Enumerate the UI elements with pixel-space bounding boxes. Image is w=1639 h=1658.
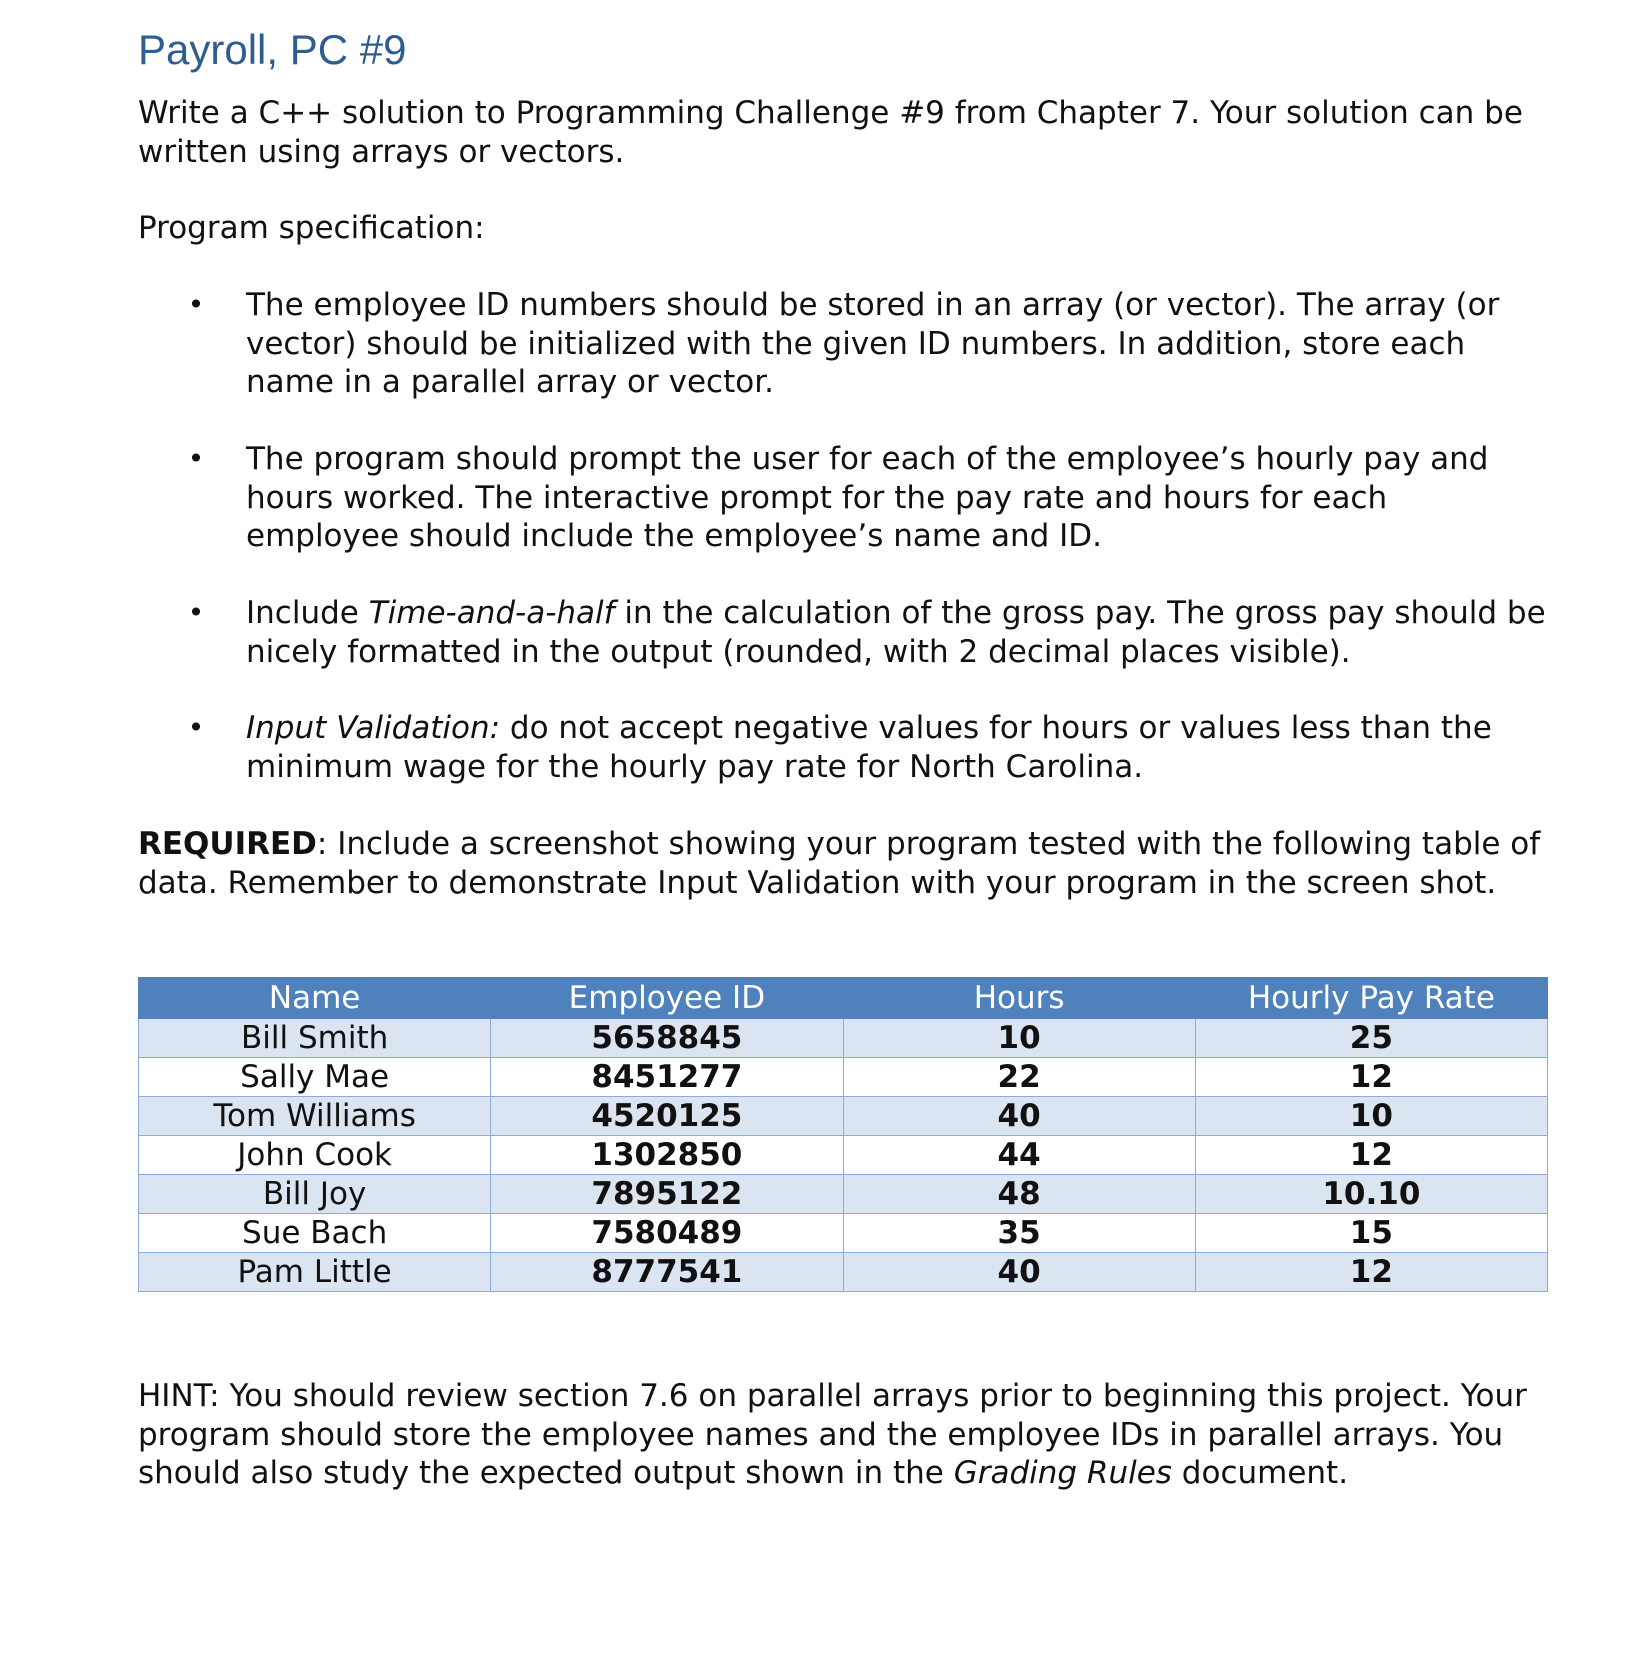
- bullet-text: The employee ID numbers should be stored in an array (or vector). The array (or vector) should be initialized with the given ID numbers. In addition, store each name in a parallel array or vector.: [246, 287, 1500, 400]
- cell-name: John Cook: [139, 1136, 491, 1175]
- cell-pay-rate: 12: [1195, 1253, 1547, 1292]
- cell-employee-id: 8777541: [491, 1253, 843, 1292]
- bullet-text-suffix: do not accept negative values for hours or values less than the minimum wage for the hourly pay rate for North Carolina.: [246, 710, 1492, 785]
- cell-employee-id: 8451277: [491, 1058, 843, 1097]
- cell-name: Sally Mae: [139, 1058, 491, 1097]
- required-label: REQUIRED: [138, 826, 317, 862]
- hint-text-suffix: document.: [1171, 1455, 1349, 1491]
- cell-hours: 22: [843, 1058, 1195, 1097]
- bullet-dot-icon: •: [187, 442, 205, 475]
- spec-heading: Program specification:: [138, 210, 485, 246]
- bullet-dot-icon: •: [187, 711, 205, 744]
- cell-pay-rate: 12: [1195, 1058, 1547, 1097]
- table-row: [139, 1058, 1548, 1097]
- bullet-text-italic: Input Validation:: [246, 710, 501, 746]
- bullet-dot-icon: •: [187, 288, 205, 321]
- cell-name: Bill Joy: [139, 1175, 491, 1214]
- test-data-table: [138, 977, 1548, 1292]
- cell-hours: 40: [843, 1097, 1195, 1136]
- table-row: [139, 1214, 1548, 1253]
- spec-bullet-overtime: [187, 594, 1548, 671]
- cell-pay-rate: 25: [1195, 1019, 1547, 1058]
- cell-hours: 35: [843, 1214, 1195, 1253]
- header-hours: Hours: [843, 978, 1195, 1019]
- cell-name: Tom Williams: [139, 1097, 491, 1136]
- cell-pay-rate: 12: [1195, 1136, 1547, 1175]
- document-title: Payroll, PC #9: [138, 26, 407, 73]
- cell-name: Sue Bach: [139, 1214, 491, 1253]
- cell-pay-rate: 10: [1195, 1097, 1547, 1136]
- cell-employee-id: 7895122: [491, 1175, 843, 1214]
- table-header-row: [139, 978, 1548, 1019]
- bullet-text-italic: Time-and-a-half: [368, 595, 615, 631]
- cell-pay-rate: 15: [1195, 1214, 1547, 1253]
- bullet-text-suffix: in the calculation of the gross pay. The gross pay should be nicely formatted in the output (rounded, with 2 decimal places visible).: [246, 595, 1546, 670]
- table-row: [139, 1175, 1548, 1214]
- cell-pay-rate: 10.10: [1195, 1175, 1547, 1214]
- required-paragraph: [138, 825, 1548, 902]
- cell-hours: 10: [843, 1019, 1195, 1058]
- spec-bullet-validation: [187, 709, 1548, 786]
- bullet-dot-icon: •: [187, 596, 205, 629]
- bullet-text: The program should prompt the user for each of the employee’s hourly pay and hours worked. The interactive prompt for the pay rate and hours for each employee should include the employee’s name and ID.: [246, 441, 1489, 554]
- spec-bullet-ids: [187, 286, 1548, 402]
- header-name: Name: [139, 978, 491, 1019]
- table-row: [139, 1019, 1548, 1058]
- cell-employee-id: 7580489: [491, 1214, 843, 1253]
- cell-employee-id: 4520125: [491, 1097, 843, 1136]
- cell-name: Bill Smith: [139, 1019, 491, 1058]
- cell-hours: 40: [843, 1253, 1195, 1292]
- cell-name: Pam Little: [139, 1253, 491, 1292]
- header-hourly-pay-rate: Hourly Pay Rate: [1195, 978, 1547, 1019]
- cell-employee-id: 1302850: [491, 1136, 843, 1175]
- spec-bullet-prompt: [187, 440, 1548, 556]
- cell-employee-id: 5658845: [491, 1019, 843, 1058]
- bullet-text-prefix: Include: [246, 595, 369, 631]
- hint-text: HINT: You should review section 7.6 on parallel arrays prior to beginning this project. Your program should store the employee names and the employee IDs in parallel arrays. You should also study the expected output shown in the: [138, 1378, 1527, 1491]
- required-text: : Include a screenshot showing your program tested with the following table of data. Remember to demonstrate Input Validation with your program in the screen shot.: [138, 826, 1541, 901]
- cell-hours: 44: [843, 1136, 1195, 1175]
- hint-italic-text: Grading Rules: [953, 1455, 1172, 1491]
- table-row: [139, 1136, 1548, 1175]
- table-row: [139, 1253, 1548, 1292]
- test-data-table-container: [138, 977, 1548, 1292]
- header-employee-id: Employee ID: [491, 978, 843, 1019]
- table-row: [139, 1097, 1548, 1136]
- intro-paragraph: Write a C++ solution to Programming Challenge #9 from Chapter 7. Your solution can be written using arrays or vectors.: [138, 95, 1523, 170]
- cell-hours: 48: [843, 1175, 1195, 1214]
- hint-paragraph: [138, 1377, 1548, 1493]
